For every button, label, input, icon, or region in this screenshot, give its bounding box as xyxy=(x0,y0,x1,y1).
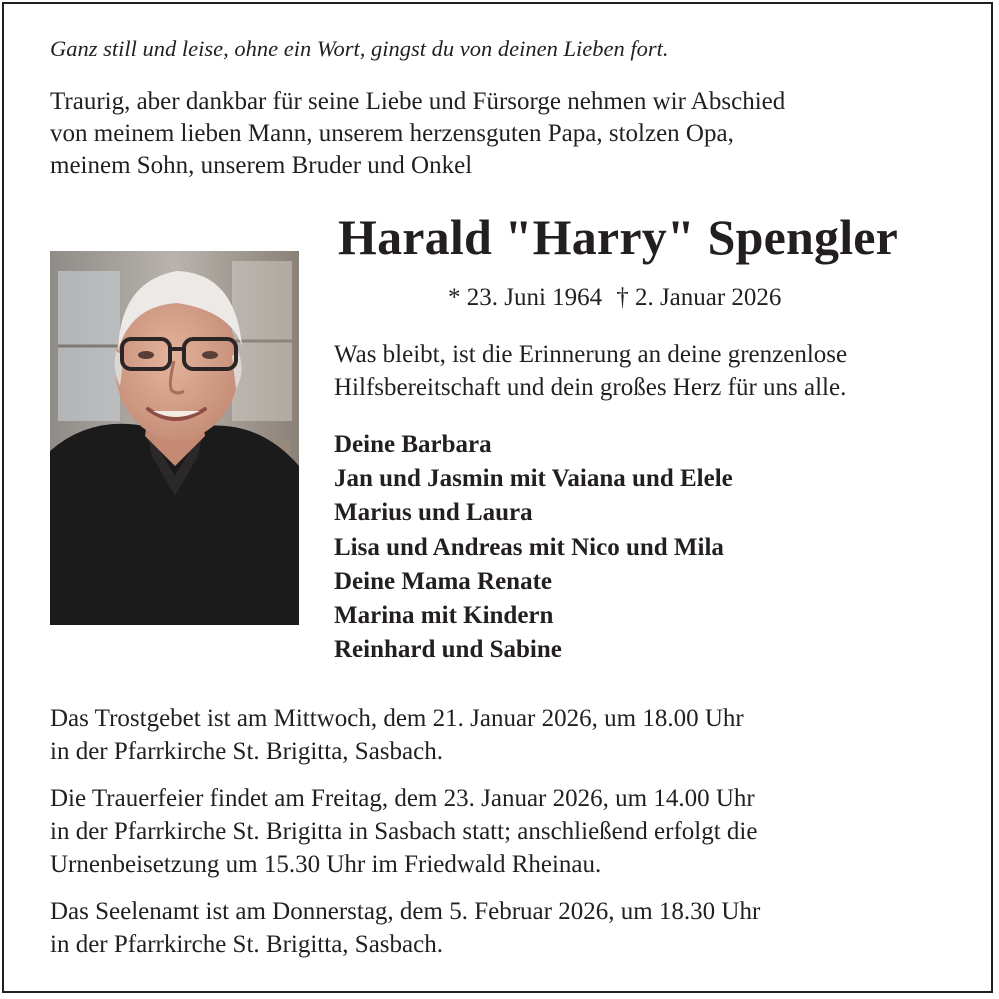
life-dates xyxy=(448,284,781,312)
family-member: Marius und Laura xyxy=(334,499,533,527)
portrait-photo xyxy=(50,251,299,625)
family-member: Jan und Jasmin mit Vaiana und Elele xyxy=(334,465,733,493)
deceased-name: Harald "Harry" Spengler xyxy=(338,209,899,265)
requiem-notice xyxy=(50,895,760,961)
intro-text xyxy=(50,86,950,182)
death-date: † 2. Januar 2026 xyxy=(616,284,782,311)
family-member: Lisa und Andreas mit Nico und Mila xyxy=(334,533,724,561)
family-member: Marina mit Kindern xyxy=(334,602,554,630)
motto-line: Ganz still und leise, ohne ein Wort, gingst du von deinen Lieben fort. xyxy=(50,36,669,61)
memorial-quote xyxy=(334,338,847,404)
family-list xyxy=(334,428,733,667)
prayer-notice xyxy=(50,702,744,768)
notice-line: Das Seelenamt ist am Donnerstag, dem 5. Februar 2026, um 18.30 Uhr xyxy=(50,898,761,925)
notice-line: Urnenbeisetzung um 15.30 Uhr im Friedwald Rheinau. xyxy=(50,851,602,878)
family-member: Reinhard und Sabine xyxy=(334,636,562,664)
quote-line: Was bleibt, ist die Erinnerung an deine grenzenlose xyxy=(334,341,848,368)
intro-line: Traurig, aber dankbar für seine Liebe und Fürsorge nehmen wir Abschied xyxy=(50,88,786,115)
notice-line: in der Pfarrkirche St. Brigitta, Sasbach. xyxy=(50,738,443,765)
family-member: Deine Barbara xyxy=(334,431,492,458)
notice-line: in der Pfarrkirche St. Brigitta in Sasbach statt; anschließend erfolgt die xyxy=(50,818,758,845)
quote-line: Hilfsbereitschaft und dein großes Herz für uns alle. xyxy=(334,374,847,401)
intro-line: meinem Sohn, unserem Bruder und Onkel xyxy=(50,152,473,179)
notice-line: Die Trauerfeier findet am Freitag, dem 23. Januar 2026, um 14.00 Uhr xyxy=(50,785,755,812)
notice-line: in der Pfarrkirche St. Brigitta, Sasbach. xyxy=(50,931,443,958)
notice-line: Das Trostgebet ist am Mittwoch, dem 21. Januar 2026, um 18.00 Uhr xyxy=(50,705,744,732)
family-member: Deine Mama Renate xyxy=(334,567,552,595)
funeral-notice xyxy=(50,782,757,881)
intro-line: von meinem lieben Mann, unserem herzensguten Papa, stolzen Opa, xyxy=(50,120,734,147)
birth-date: * 23. Juni 1964 xyxy=(448,284,603,311)
